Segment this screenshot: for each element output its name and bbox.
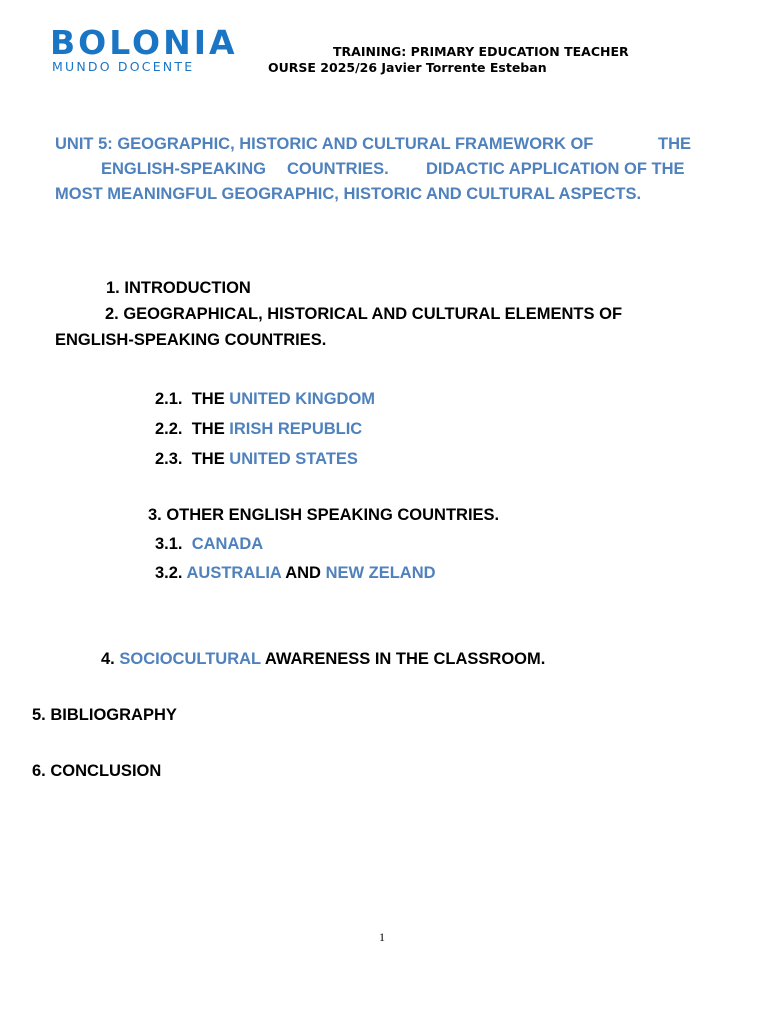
- item-highlight: IRISH REPUBLIC: [229, 420, 363, 438]
- item-highlight: UNITED STATES: [229, 450, 358, 468]
- unit-title-line2-a: ENGLISH-SPEAKING: [101, 160, 267, 178]
- outline-item-2-1: [155, 390, 375, 409]
- item-connector: AND: [285, 564, 321, 582]
- outline-item-2-line2: ENGLISH-SPEAKING COUNTRIES.: [55, 331, 327, 349]
- item-prefix: THE: [191, 450, 225, 468]
- item-highlight: AUSTRALIA: [186, 564, 282, 582]
- item-number: 2.1.: [155, 390, 183, 408]
- outline-item-3-2: [155, 564, 436, 583]
- item-number: 3.1.: [155, 535, 183, 553]
- outline-item-4: [101, 650, 545, 669]
- item-highlight: NEW ZELAND: [325, 564, 436, 582]
- outline-item-2-2: [155, 420, 362, 439]
- unit-title-line1-a: UNIT 5: GEOGRAPHIC, HISTORIC AND CULTURAL FRAMEWORK OF: [55, 135, 594, 153]
- item-number: 5.: [32, 706, 46, 724]
- logo-wordmark: BOLONIA: [50, 23, 238, 62]
- item-text: INTRODUCTION: [124, 279, 251, 297]
- outline-item-6: [32, 762, 161, 781]
- header-course-line: OURSE 2025/26 Javier Torrente Esteban: [268, 60, 547, 75]
- item-highlight: UNITED KINGDOM: [229, 390, 376, 408]
- item-prefix: THE: [191, 420, 225, 438]
- item-prefix: THE: [191, 390, 225, 408]
- unit-title-line2-c: DIDACTIC APPLICATION OF THE: [426, 160, 685, 178]
- header-training-line: TRAINING: PRIMARY EDUCATION TEACHER: [333, 44, 629, 59]
- logo-tagline: MUNDO DOCENTE: [52, 59, 195, 74]
- outline-item-2-line1: 2. GEOGRAPHICAL, HISTORICAL AND CULTURAL ELEMENTS OF: [105, 305, 623, 323]
- item-highlight: CANADA: [191, 535, 264, 553]
- unit-title-line2-b: COUNTRIES.: [287, 160, 389, 178]
- unit-title-line3: MOST MEANINGFUL GEOGRAPHIC, HISTORIC AND CULTURAL ASPECTS.: [55, 185, 642, 203]
- unit-title-line1-b: THE: [658, 135, 691, 153]
- item-number: 6.: [32, 762, 46, 780]
- item-text: CONCLUSION: [50, 762, 162, 780]
- outline-item-3-1: [155, 535, 263, 554]
- outline-item-5: [32, 706, 177, 725]
- outline-item-1: [106, 279, 251, 298]
- item-number: 4.: [101, 650, 115, 668]
- item-highlight: SOCIOCULTURAL: [119, 650, 261, 668]
- bolonia-logo: [50, 23, 272, 76]
- outline-item-2-3: [155, 450, 358, 469]
- item-number: 2.2.: [155, 420, 183, 438]
- outline-item-3: 3. OTHER ENGLISH SPEAKING COUNTRIES.: [148, 506, 500, 524]
- item-text: BIBLIOGRAPHY: [50, 706, 177, 724]
- item-text: AWARENESS IN THE CLASSROOM.: [264, 650, 546, 668]
- item-number: 1.: [106, 279, 120, 297]
- page-number: 1: [379, 930, 385, 944]
- item-number: 2.3.: [155, 450, 183, 468]
- item-number: 3.2.: [155, 564, 183, 582]
